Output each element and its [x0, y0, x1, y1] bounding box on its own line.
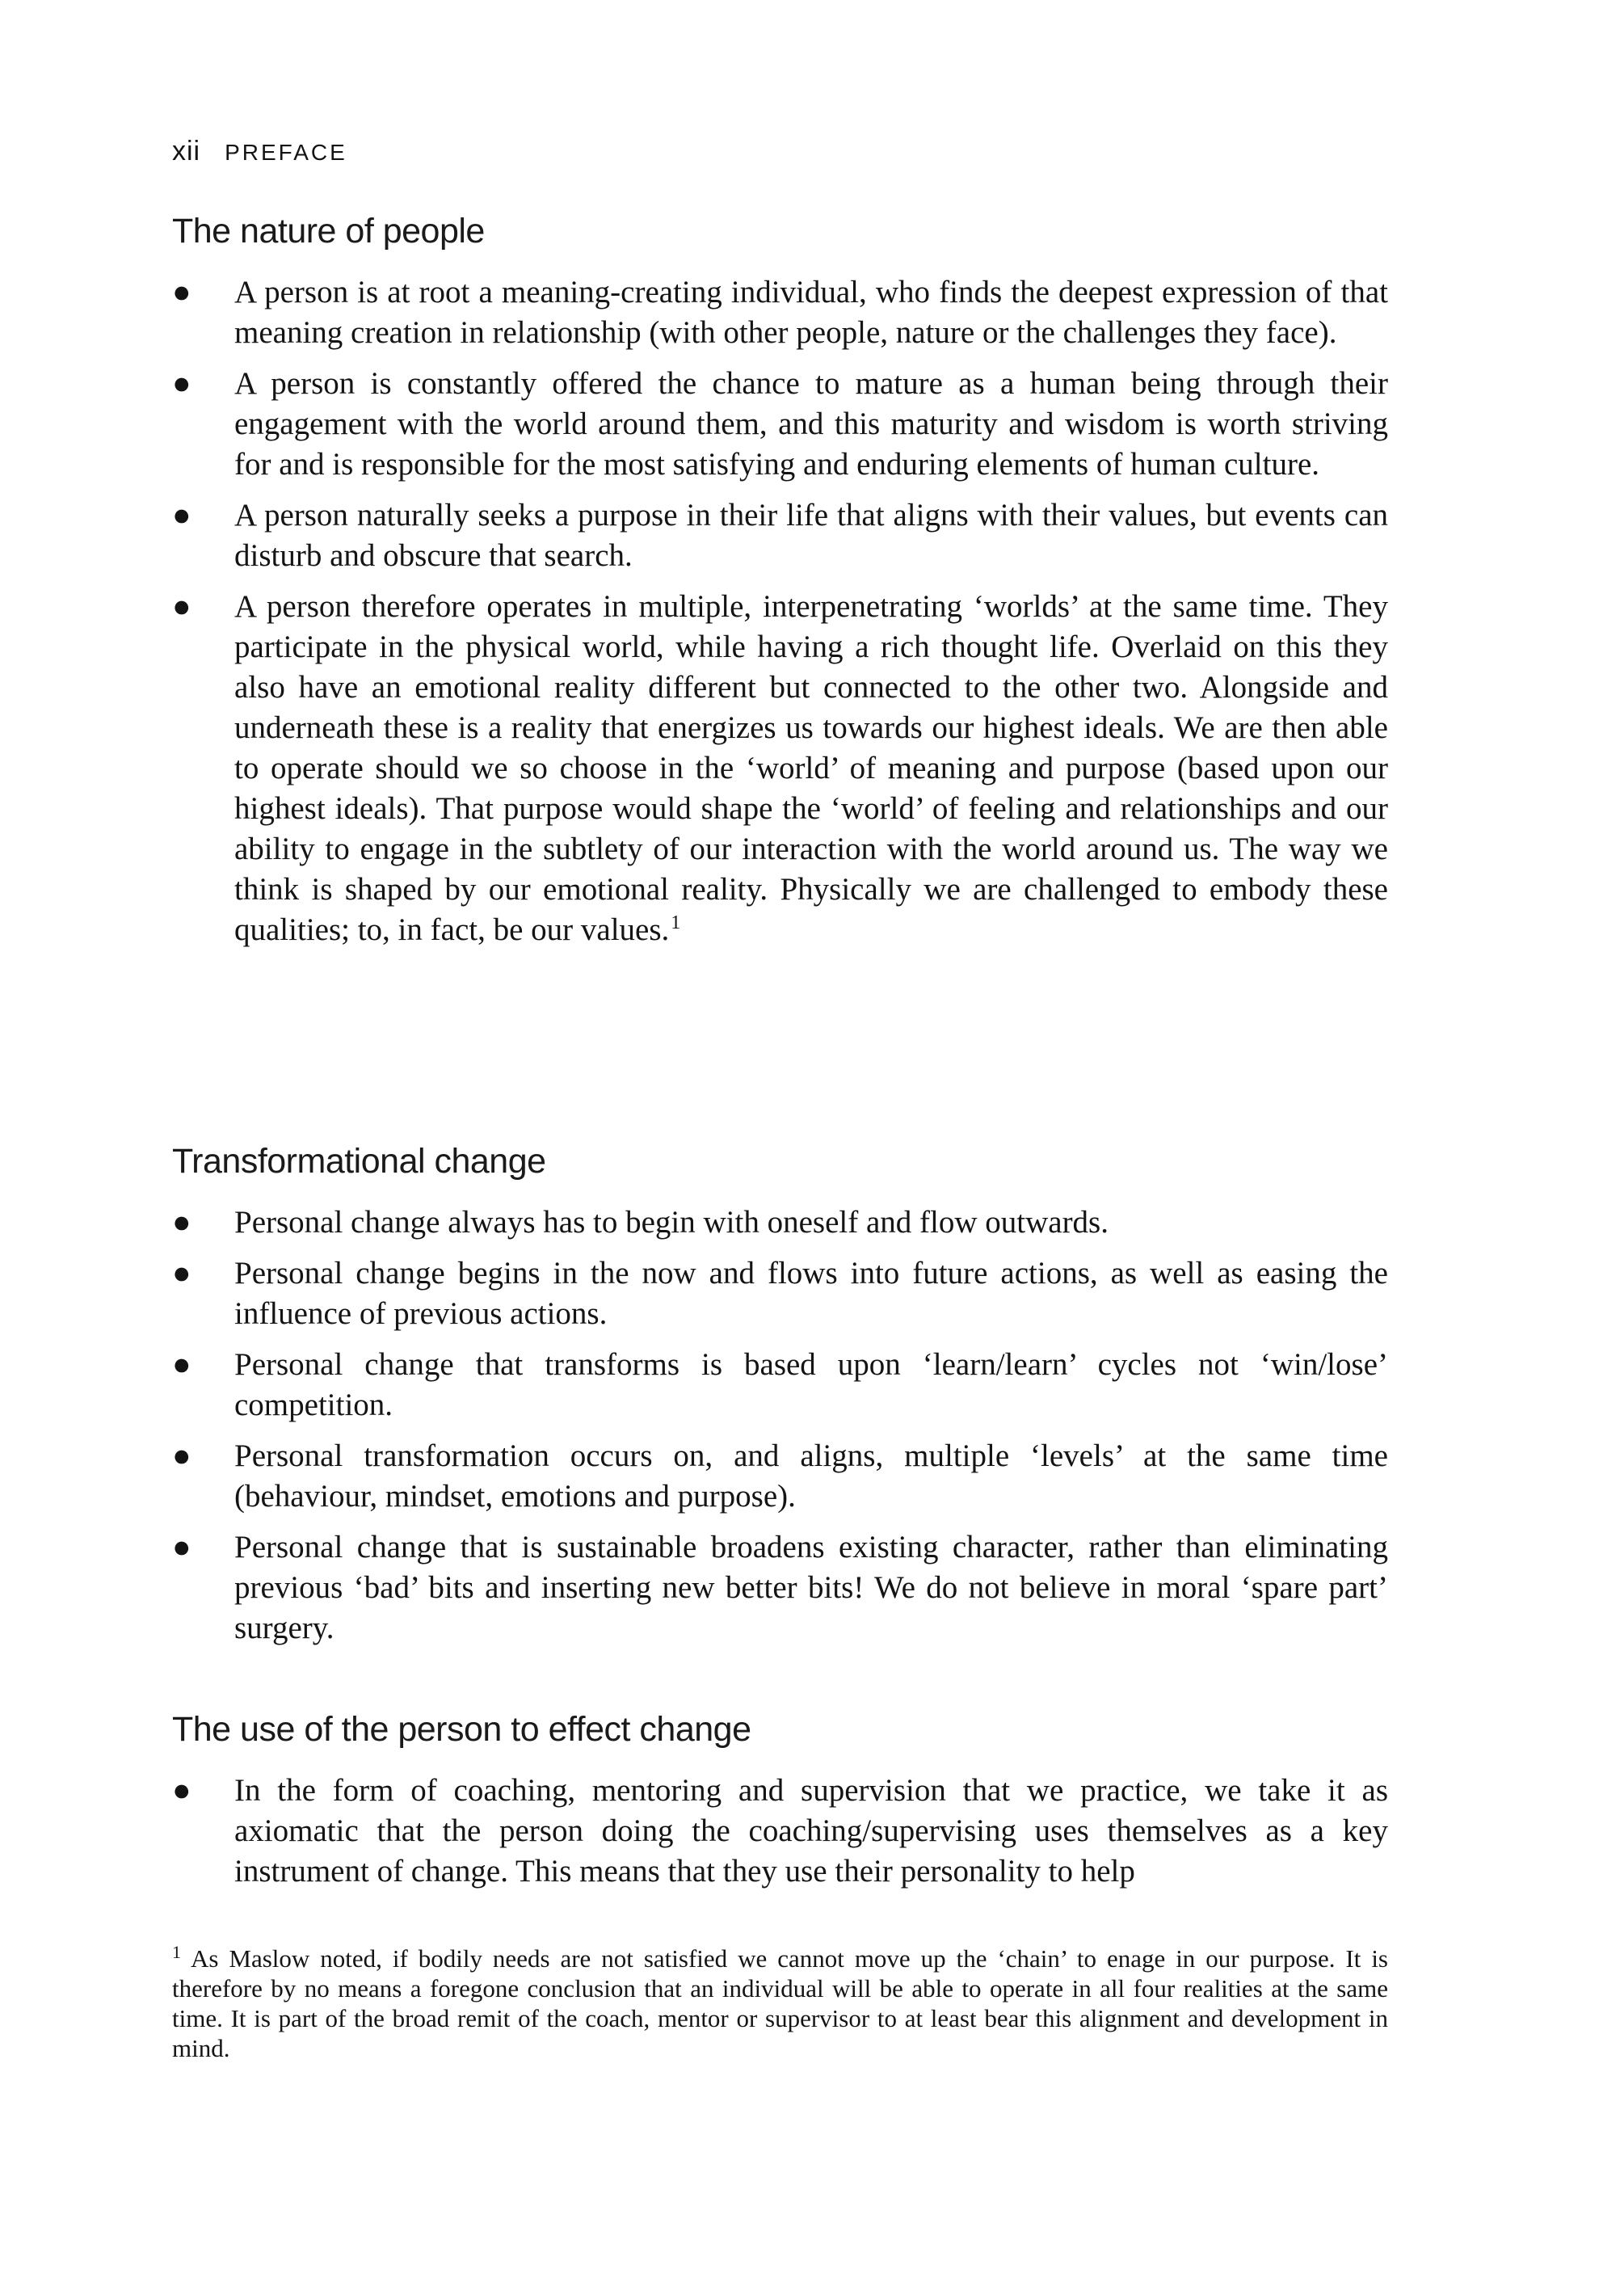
page-number: xii [172, 136, 201, 166]
list-item-text: Personal change begins in the now and flows into future actions, as well as easing the influence of previous actions. [234, 1256, 1388, 1331]
list-item-text: A person is constantly offered the chance to mature as a human being through their engagement with the world around them, and this maturity and wisdom is worth striving for and is responsible for the most satisfying and enduring elements of human culture. [234, 366, 1388, 482]
list-item [172, 1202, 1388, 1243]
list-item [172, 272, 1388, 353]
list-item [172, 587, 1388, 950]
running-head [172, 136, 347, 176]
bullet-icon: ● [172, 1438, 191, 1473]
section-heading-nature-of-people: The nature of people [172, 212, 485, 251]
list-item [172, 1436, 1388, 1517]
list-item-text: Personal change always has to begin with oneself and flow outwards. [234, 1205, 1109, 1240]
list-item-text: A person is at root a meaning-creating individual, who finds the deepest expression of that meaning creation in relationship (with other people, nature or the challenges they face). [234, 275, 1388, 350]
running-head-section: PREFACE [225, 140, 347, 165]
list-item-text: Personal transformation occurs on, and aligns, multiple ‘levels’ at the same time (behaviour, mindset, emotions and purpose). [234, 1438, 1388, 1514]
bullet-icon: ● [172, 1530, 191, 1565]
bullet-icon: ● [172, 1205, 191, 1240]
list-item-text: In the form of coaching, mentoring and supervision that we practice, we take it as axiomatic that the person doing the coaching/supervising uses themselves as a key instrument of change. This means that they use their personality to help [234, 1773, 1388, 1889]
bullet-list-transformational-change [172, 1202, 1388, 1659]
footnote-reference[interactable]: 1 [671, 912, 681, 933]
list-item-text [234, 587, 1388, 950]
bullet-icon: ● [172, 1347, 191, 1382]
list-item [172, 364, 1388, 485]
list-item-text: Personal change that transforms is based upon ‘learn/learn’ cycles not ‘win/lose’ competition. [234, 1347, 1388, 1422]
bullet-icon: ● [172, 589, 191, 624]
list-item-text: Personal change that is sustainable broadens existing character, rather than eliminating previous ‘bad’ bits and inserting new better bits! We do not believe in moral ‘spare part’ surgery. [234, 1530, 1388, 1645]
bullet-icon: ● [172, 275, 191, 310]
list-item [172, 1345, 1388, 1426]
footnote [172, 1941, 1388, 2063]
list-item [172, 1771, 1388, 1892]
list-item-text: A person naturally seeks a purpose in their life that aligns with their values, but events can disturb and obscure that search. [234, 498, 1388, 573]
footnote-text: As Maslow noted, if bodily needs are not satisfied we cannot move up the ‘chain’ to enage in our purpose. It is therefore by no means a foregone conclusion that an individual will be able to operate in all four realities at the same time. It is part of the broad remit of the coach, mentor or supervisor to at least bear this alignment and development in mind. [172, 1944, 1388, 2062]
list-item-text-body: A person therefore operates in multiple, interpenetrating ‘worlds’ at the same time. They participate in the physical world, while having a rich thought life. Overlaid on this they also have an emotional reality different but connected to the other two. Alongside and underneath these is a reality that energizes us towards our highest ideals. We are then able to operate should we so choose in the ‘world’ of meaning and purpose (based upon our highest ideals). That purpose would shape the ‘world’ of feeling and relationships and our ability to engage in the subtlety of our interaction with the world around us. The way we think is shaped by our emotional reality. Physically we are challenged to embody these qualities; to, in fact, be our values. [234, 589, 1388, 947]
bullet-icon: ● [172, 498, 191, 533]
list-item [172, 1527, 1388, 1649]
list-item [172, 495, 1388, 576]
section-heading-use-of-person: The use of the person to effect change [172, 1710, 751, 1749]
bullet-list-nature-of-people [172, 272, 1388, 961]
bullet-icon: ● [172, 366, 191, 401]
list-item [172, 1253, 1388, 1334]
bullet-icon: ● [172, 1256, 191, 1291]
bullet-icon: ● [172, 1773, 191, 1808]
bullet-list-use-of-person [172, 1771, 1388, 1902]
section-heading-transformational-change: Transformational change [172, 1142, 546, 1181]
footnote-marker: 1 [172, 1941, 181, 1962]
